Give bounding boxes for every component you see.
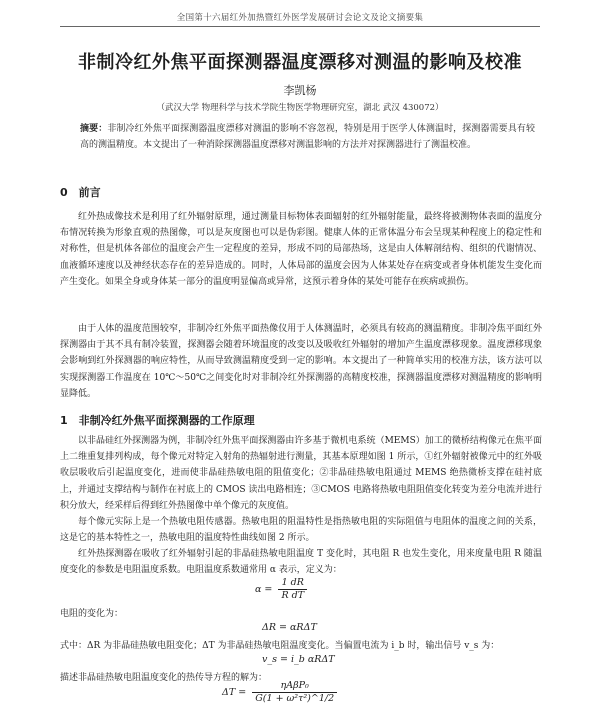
running-head: 全国第十六届红外加热暨红外医学发展研讨会论文及论文摘要集	[60, 11, 540, 27]
section-1-paragraph-3: 红外热探测器在吸收了红外辐射引起的非晶硅热敏电阻温度 T 变化时，其电阻 R 也发生变化，用来度量电阻 R 随温度变化的参数是电阻温度系数。电阻温度系数通常用 α 表示，定义为：	[60, 549, 542, 576]
equation-delta-t	[222, 680, 340, 705]
section-1-paragraph-2: 每个像元实际上是一个热敏电阻传感器。热敏电阻的阻温特性是指热敏电阻的实际阻值与电阻体的温度之间的关系，这是它的基本特性之一，热敏电阻的温度特性曲线如图 2 所示。	[60, 517, 542, 544]
equation-alpha-lhs: α =	[255, 584, 273, 595]
heat-equation-intro: 描述非晶硅热敏电阻温度变化的热传导方程的解为：	[60, 673, 268, 683]
paper-title: 非制冷红外焦平面探测器温度漂移对测温的影响及校准	[78, 52, 522, 73]
equation-alpha	[255, 577, 310, 602]
section-0-paragraph-2: 由于人体的温度范围较窄，非制冷红外焦平面热像仪用于人体测温时，必须具有较高的测温精度。非制冷焦平面红外探测器由于其不具有制冷装置，探测器会随着环境温度的改变以及吸收红外辐射的增加产生温度漂移现象。温度漂移现象会影响到红外探测器的响应特性，从而导致测温精度受到一定的影响。本文提出了一种简单实用的校准方法，该方法可以实现探测器工作温度在 10℃～50℃之间变化时对非制冷红外探测器的高精度校准，探测器温度漂移对测温精度的影响明显降低。	[60, 324, 542, 399]
abstract	[80, 121, 535, 153]
section-0-heading: 0 前言	[60, 186, 101, 199]
equation-delta-t-numerator: ηAβP₀	[252, 680, 337, 693]
author-affiliation: （武汉大学 物理科学与技术学院生物医学物理研究室，湖北 武汉 430072）	[156, 103, 444, 113]
equation-delta-t-denominator: G(1 + ω²τ²)^1/2	[255, 693, 335, 704]
equation-delta-r: ΔR = αRΔT	[262, 622, 317, 633]
equation-alpha-denominator: R dT	[281, 590, 305, 601]
section-1-heading: 1 非制冷红外焦平面探测器的工作原理	[60, 414, 255, 427]
abstract-label: 摘要：	[80, 124, 108, 134]
section-1-paragraph-1: 以非晶硅红外探测器为例，非制冷红外焦平面探测器由许多基于微机电系统（MEMS）加工的微桥结构像元在焦平面上二维重复排列构成，每个像元对特定入射角的热辐射进行测量，其基本原理如图 1 所示，①红外辐射被像元中的红外吸收层吸收后引起温度变化，进而使非晶硅热敏电阻的阻值变化；②非晶硅热敏电阻通过 MEMS 绝热微桥支撑在硅衬底上，并通过支撑结构与制作在衬底上的 CMOS 读出电路相连；③CMOS 电路将热敏电阻阻值变化转变为差分电流并进行积分放大，经采样后得到红外热图像中单个像元的灰度值。	[60, 436, 542, 511]
equation-vs: v_s = i_b αRΔT	[262, 654, 335, 665]
where-clause: 式中：ΔR 为非晶硅热敏电阻变化；ΔT 为非晶硅热敏电阻温度变化。当偏置电流为 i_b 时，输出信号 v_s 为：	[60, 641, 500, 651]
author-name: 李凯杨	[283, 84, 317, 97]
section-0-paragraph-1: 红外热成像技术是利用了红外辐射原理，通过测量目标物体表面辐射的红外辐射能量，最终将被测物体表面的温度分布情况转换为形象直观的热图像，可以是灰度图也可以是伪彩图。健康人体的正常体温分布会呈现某种程度上的稳定性和对称性，但是机体各部位的温度会产生一定程度的差异，形成不同的局部热场，这是由人体解剖结构、组织的代谢情况、血液循环速度以及神经状态存在的差异造成的。同时，人体局部的温度会因为人体某处存在病变或者身体机能发生变化而产生变化。如果全身或身体某一部分的温度明显偏高或异常，这预示着身体的某处可能存在疾病或损伤。	[60, 212, 542, 287]
abstract-text: 非制冷红外焦平面探测器温度漂移对测温的影响不容忽视，特别是用于医学人体测温时，探测器需要具有较高的测温精度。本文提出了一种消除探测器温度漂移对测温影响的方法并对探测器进行了测温校准。	[80, 124, 535, 150]
equation-alpha-numerator: 1 dR	[278, 577, 307, 590]
resistance-change-label: 电阻的变化为：	[60, 609, 124, 619]
equation-delta-t-lhs: ΔT =	[222, 687, 247, 698]
